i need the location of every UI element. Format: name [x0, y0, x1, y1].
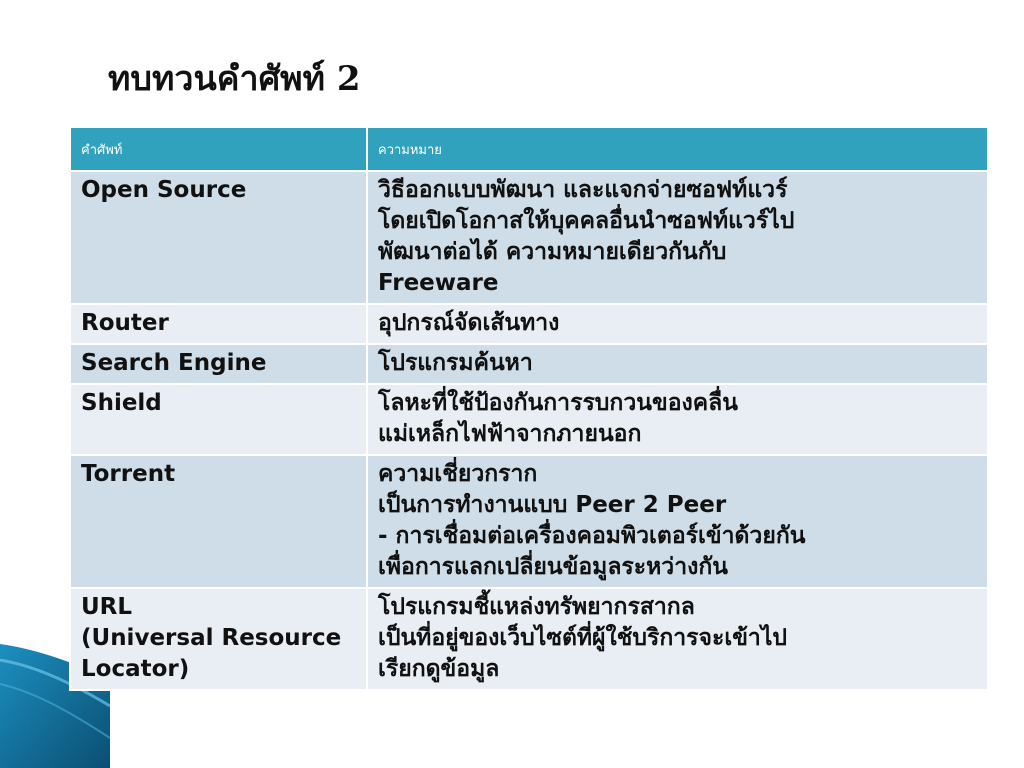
meaning-cell: [367, 344, 988, 384]
term-cell: [70, 455, 367, 588]
meaning-line: โดยเปิดโอกาสให้บุคคลอื่นนำซอฟท์แวร์ไป: [378, 208, 795, 234]
term-cell: [70, 384, 367, 455]
term-cell: [70, 304, 367, 344]
term-line: URL: [81, 594, 133, 620]
term-line: (Universal Resource: [81, 625, 342, 651]
vocabulary-table: [69, 126, 989, 691]
header-meaning: ความหมาย: [367, 127, 988, 171]
meaning-cell: [367, 455, 988, 588]
meaning-line: เรียกดูข้อมูล: [378, 656, 500, 682]
meaning-line: เพื่อการแลกเปลี่ยนข้อมูลระหว่างกัน: [378, 554, 728, 580]
term-cell: [70, 588, 367, 690]
meaning-cell: [367, 171, 988, 304]
header-term: คำศัพท์: [70, 127, 367, 171]
meaning-line: แม่เหล็กไฟฟ้าจากภายนอก: [378, 421, 642, 447]
meaning-line: ความเชี่ยวกราก: [378, 461, 538, 487]
meaning-cell: [367, 384, 988, 455]
table-row: [70, 455, 988, 588]
table-row: [70, 344, 988, 384]
table-header-row: [70, 127, 988, 171]
meaning-line: เป็นการทำงานแบบ Peer 2 Peer: [378, 492, 727, 518]
meaning-line: โลหะที่ใช้ป้องกันการรบกวนของคลื่น: [378, 390, 738, 416]
meaning-line: โปรแกรมชี้แหล่งทรัพยากรสากล: [378, 594, 695, 620]
meaning-line: วิธีออกแบบพัฒนา และแจกจ่ายซอฟท์แวร์: [378, 177, 788, 203]
table-row: [70, 384, 988, 455]
term-line: Locator): [81, 656, 190, 682]
meaning-cell: [367, 588, 988, 690]
term-cell: [70, 171, 367, 304]
table-row: [70, 171, 988, 304]
term-line: Open Source: [81, 177, 247, 203]
term-cell: [70, 344, 367, 384]
table-row: [70, 588, 988, 690]
meaning-line: - การเชื่อมต่อเครื่องคอมพิวเตอร์เข้าด้วยกัน: [378, 523, 806, 549]
term-line: Shield: [81, 390, 162, 416]
meaning-cell: [367, 304, 988, 344]
table-row: [70, 304, 988, 344]
meaning-line: พัฒนาต่อได้ ความหมายเดียวกันกับ: [378, 239, 727, 265]
meaning-line: เป็นที่อยู่ของเว็บไซต์ที่ผู้ใช้บริการจะเข้าไป: [378, 625, 788, 651]
slide-title: ทบทวนคำศัพท์ 2: [108, 59, 361, 99]
meaning-line: Freeware: [378, 270, 499, 296]
meaning-line: โปรแกรมค้นหา: [378, 350, 533, 376]
meaning-line: อุปกรณ์จัดเส้นทาง: [378, 310, 560, 336]
term-line: Router: [81, 310, 169, 336]
term-line: Search Engine: [81, 350, 267, 376]
term-line: Torrent: [81, 461, 176, 487]
